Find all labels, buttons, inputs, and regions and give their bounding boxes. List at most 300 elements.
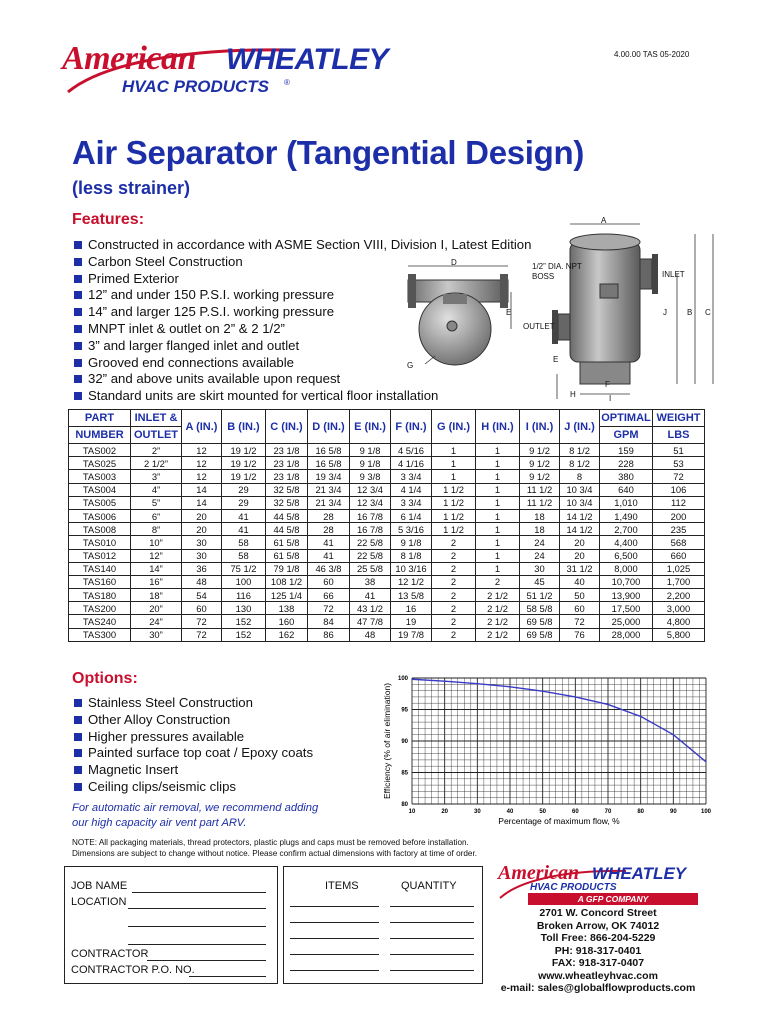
table-header: WEIGHT	[653, 410, 705, 427]
table-cell: 660	[653, 549, 705, 562]
table-cell: 47 7/8	[350, 615, 391, 628]
table-header: OPTIMAL	[600, 410, 653, 427]
efficiency-data-point	[444, 681, 445, 682]
table-row	[69, 628, 705, 641]
table-cell: 12 1/2	[391, 575, 432, 588]
table-cell: TAS200	[69, 602, 131, 615]
table-cell: 23 1/8	[266, 470, 308, 483]
logo-hvac-text: HVAC PRODUCTS	[122, 77, 270, 96]
table-cell: 18	[520, 509, 560, 522]
table-cell: 50	[560, 589, 600, 602]
table-cell: 32 5/8	[266, 496, 308, 509]
quantity-field[interactable]	[390, 970, 474, 971]
table-cell: 76	[560, 628, 600, 641]
table-cell: 2	[432, 575, 476, 588]
table-cell: TAS160	[69, 575, 131, 588]
table-cell: 84	[308, 615, 350, 628]
table-header: GPM	[600, 427, 653, 444]
footer-logo-wheatley: WHEATLEY	[592, 864, 687, 883]
list-item: MNPT inlet & outlet on 2” & 2 1/2”	[72, 321, 531, 338]
table-cell: 9 1/2	[520, 457, 560, 470]
table-cell: 14	[182, 483, 222, 496]
table-cell: 16”	[131, 575, 182, 588]
y-tick-label: 95	[401, 707, 408, 714]
table-cell: 51 1/2	[520, 589, 560, 602]
dim-label-j: J	[663, 308, 667, 317]
table-header: NUMBER	[69, 427, 131, 444]
table-cell: 2 1/2	[476, 615, 520, 628]
table-header: OUTLET	[131, 427, 182, 444]
table-cell: 30	[182, 536, 222, 549]
location-field-3[interactable]	[128, 944, 266, 945]
item-field[interactable]	[290, 922, 379, 923]
table-cell: 2 1/2	[476, 628, 520, 641]
y-tick-label: 80	[401, 802, 408, 808]
table-cell: 20	[182, 509, 222, 522]
table-cell: 1,490	[600, 509, 653, 522]
table-cell: 20	[560, 536, 600, 549]
item-field[interactable]	[290, 970, 379, 971]
table-cell: 1,010	[600, 496, 653, 509]
phone: PH: 918-317-0401	[554, 944, 642, 957]
quantity-field[interactable]	[390, 938, 474, 939]
table-cell: 19 1/2	[222, 444, 266, 457]
table-cell: 1	[432, 444, 476, 457]
table-cell: 20	[560, 549, 600, 562]
table-cell: TAS002	[69, 444, 131, 457]
job-name-field[interactable]	[132, 892, 266, 893]
table-cell: 20	[182, 523, 222, 536]
location-field-2[interactable]	[128, 926, 266, 927]
options-list	[72, 695, 313, 796]
table-cell: 1 1/2	[432, 509, 476, 522]
table-cell: 28	[308, 523, 350, 536]
table-cell: TAS004	[69, 483, 131, 496]
table-cell: 100	[222, 575, 266, 588]
job-name-label: JOB NAME	[71, 880, 128, 892]
dim-label-g: G	[407, 361, 414, 370]
table-cell: 12	[182, 470, 222, 483]
table-cell: 19 3/4	[308, 470, 350, 483]
table-cell: 3 3/4	[391, 496, 432, 509]
efficiency-data-point	[673, 734, 674, 735]
table-header: INLET &	[131, 410, 182, 427]
table-cell: 41	[308, 549, 350, 562]
table-cell: 4,400	[600, 536, 653, 549]
job-info-box	[64, 866, 278, 984]
table-cell: 162	[266, 628, 308, 641]
quantity-field[interactable]	[390, 906, 474, 907]
table-cell: 1	[476, 562, 520, 575]
table-cell: 17,500	[600, 602, 653, 615]
table-cell: 2	[432, 549, 476, 562]
table-cell: 138	[266, 602, 308, 615]
table-cell: 79 1/8	[266, 562, 308, 575]
table-cell: 3,000	[653, 602, 705, 615]
table-cell: 51	[653, 444, 705, 457]
recommend-note-1: For automatic air removal, we recommend adding	[72, 802, 319, 814]
table-cell: 2,200	[653, 589, 705, 602]
table-cell: 10,700	[600, 575, 653, 588]
table-cell: 200	[653, 509, 705, 522]
table-cell: 61 5/8	[266, 549, 308, 562]
table-cell: 29	[222, 483, 266, 496]
efficiency-data-point	[477, 683, 478, 684]
table-cell: 2	[432, 562, 476, 575]
table-row	[69, 470, 705, 483]
table-cell: 11 1/2	[520, 483, 560, 496]
table-header: J (IN.)	[560, 410, 600, 444]
outlet-label: OUTLET	[523, 322, 555, 331]
table-row	[69, 615, 705, 628]
table-header: F (IN.)	[391, 410, 432, 444]
table-cell: 6 1/4	[391, 509, 432, 522]
table-cell: 1	[476, 496, 520, 509]
table-cell: 2	[476, 575, 520, 588]
table-cell: 1,700	[653, 575, 705, 588]
table-cell: 160	[266, 615, 308, 628]
list-item: 12” and under 150 P.S.I. working pressure	[72, 287, 531, 304]
logo-wheatley-text: WHEATLEY	[226, 43, 389, 76]
dim-label-a: A	[601, 216, 607, 225]
table-cell: 1	[476, 523, 520, 536]
table-cell: 29	[222, 496, 266, 509]
table-cell: TAS005	[69, 496, 131, 509]
table-cell: 1	[432, 470, 476, 483]
table-cell: 16 7/8	[350, 523, 391, 536]
table-cell: TAS180	[69, 589, 131, 602]
table-cell: 23 1/8	[266, 444, 308, 457]
table-row	[69, 509, 705, 522]
separator-diagram	[395, 214, 725, 406]
table-cell: 8”	[131, 523, 182, 536]
table-row	[69, 523, 705, 536]
table-cell: 54	[182, 589, 222, 602]
efficiency-data-point	[542, 691, 543, 692]
table-row	[69, 549, 705, 562]
table-cell: 60	[560, 602, 600, 615]
x-tick-label: 90	[669, 809, 677, 815]
dim-label-i: I	[609, 394, 612, 403]
table-cell: 4,800	[653, 615, 705, 628]
x-tick-label: 100	[700, 809, 712, 815]
table-cell: 38	[350, 575, 391, 588]
table-cell: 5 3/16	[391, 523, 432, 536]
table-cell: 40	[560, 575, 600, 588]
features-heading: Features:	[72, 211, 145, 228]
table-cell: 12 3/4	[350, 496, 391, 509]
table-cell: 14 1/2	[560, 523, 600, 536]
gfp-text: A GFP COMPANY	[577, 894, 649, 904]
table-cell: 25 5/8	[350, 562, 391, 575]
table-cell: 58	[222, 536, 266, 549]
quantity-label: QUANTITY	[401, 880, 457, 892]
horizontal-view-icon	[408, 266, 511, 365]
table-cell: 1,025	[653, 562, 705, 575]
table-cell: 640	[600, 483, 653, 496]
page-subtitle: (less strainer)	[72, 178, 191, 198]
table-cell: 2	[432, 628, 476, 641]
table-cell: TAS003	[69, 470, 131, 483]
table-cell: 60	[308, 575, 350, 588]
table-cell: 11 1/2	[520, 496, 560, 509]
table-cell: 86	[308, 628, 350, 641]
items-box	[283, 866, 483, 984]
y-tick-label: 90	[401, 739, 408, 745]
table-cell: 1	[476, 444, 520, 457]
table-cell: 61 5/8	[266, 536, 308, 549]
table-cell: 1	[476, 509, 520, 522]
table-cell: 13 5/8	[391, 589, 432, 602]
table-cell: 1 1/2	[432, 523, 476, 536]
table-cell: 159	[600, 444, 653, 457]
table-cell: 152	[222, 628, 266, 641]
table-cell: 12	[182, 457, 222, 470]
registered-mark-icon: ®	[284, 78, 290, 87]
table-cell: 16 5/8	[308, 444, 350, 457]
recommend-note-2: our high capacity air vent part ARV.	[72, 817, 247, 829]
table-cell: 2	[432, 589, 476, 602]
quantity-field[interactable]	[390, 922, 474, 923]
table-header: I (IN.)	[520, 410, 560, 444]
table-cell: 21 3/4	[308, 483, 350, 496]
dim-label-e: E	[506, 308, 512, 317]
table-cell: 2	[432, 615, 476, 628]
table-row	[69, 457, 705, 470]
table-cell: 5”	[131, 496, 182, 509]
table-cell: 2 1/2”	[131, 457, 182, 470]
brand-logo	[62, 34, 442, 100]
table-cell: 24	[520, 536, 560, 549]
table-cell: 72	[308, 602, 350, 615]
efficiency-data-point	[607, 704, 608, 705]
efficiency-data-point	[509, 686, 510, 687]
table-cell: 48	[182, 575, 222, 588]
table-cell: 2 1/2	[476, 602, 520, 615]
table-cell: 1	[476, 549, 520, 562]
table-cell: 46 3/8	[308, 562, 350, 575]
contractor-po-field[interactable]	[189, 976, 266, 977]
note-line-2: Dimensions are subject to change without notice. Please confirm actual dimensions with factory at time of order.	[72, 849, 478, 858]
table-cell: 106	[653, 483, 705, 496]
note-line-1: NOTE: All packaging materials, thread protectors, plastic plugs and caps must be removed before installation.	[72, 838, 469, 847]
table-row	[69, 575, 705, 588]
table-cell: 9 1/8	[350, 457, 391, 470]
table-cell: 130	[222, 602, 266, 615]
table-cell: 10 3/16	[391, 562, 432, 575]
x-tick-label: 30	[473, 809, 481, 815]
table-cell: 18”	[131, 589, 182, 602]
table-cell: 41	[350, 589, 391, 602]
table-cell: 4 1/4	[391, 483, 432, 496]
table-cell: 10”	[131, 536, 182, 549]
x-tick-label: 20	[441, 809, 449, 815]
table-cell: 3 3/4	[391, 470, 432, 483]
table-cell: 112	[653, 496, 705, 509]
table-cell: 10 3/4	[560, 483, 600, 496]
table-header: C (IN.)	[266, 410, 308, 444]
table-cell: 8	[560, 470, 600, 483]
table-cell: 2”	[131, 444, 182, 457]
website-link[interactable]: www.wheatleyhvac.com	[538, 969, 658, 982]
table-cell: 1	[476, 536, 520, 549]
table-cell: 228	[600, 457, 653, 470]
quantity-field[interactable]	[390, 954, 474, 955]
table-cell: 116	[222, 589, 266, 602]
table-cell: 5,800	[653, 628, 705, 641]
table-cell: 152	[222, 615, 266, 628]
efficiency-series-line	[412, 679, 706, 762]
table-cell: 1	[476, 457, 520, 470]
table-row	[69, 589, 705, 602]
table-cell: 25,000	[600, 615, 653, 628]
item-field[interactable]	[290, 938, 379, 939]
table-header: H (IN.)	[476, 410, 520, 444]
table-cell: 66	[308, 589, 350, 602]
table-cell: 1 1/2	[432, 483, 476, 496]
table-cell: 23 1/8	[266, 457, 308, 470]
table-cell: 1	[432, 457, 476, 470]
footer-logo-american: American	[498, 862, 580, 884]
table-cell: 9 1/2	[520, 470, 560, 483]
dim-label-f: F	[605, 380, 610, 389]
table-cell: 3”	[131, 470, 182, 483]
contact-block	[490, 907, 706, 995]
table-cell: 14”	[131, 562, 182, 575]
y-tick-label: 85	[401, 770, 408, 777]
table-header: D (IN.)	[308, 410, 350, 444]
address-line-1: 2701 W. Concord Street	[539, 907, 657, 919]
dim-label-b: B	[687, 308, 693, 317]
items-label: ITEMS	[325, 880, 359, 892]
table-cell: TAS010	[69, 536, 131, 549]
table-cell: 2 1/2	[476, 589, 520, 602]
table-cell: 16	[391, 602, 432, 615]
table-row	[69, 602, 705, 615]
table-cell: 41	[222, 523, 266, 536]
table-cell: 6,500	[600, 549, 653, 562]
contractor-field[interactable]	[147, 960, 266, 961]
table-cell: 9 1/8	[391, 536, 432, 549]
table-cell: 43 1/2	[350, 602, 391, 615]
efficiency-data-point	[705, 761, 706, 762]
page-title: Air Separator (Tangential Design)	[72, 134, 585, 171]
table-cell: 69 5/8	[520, 615, 560, 628]
item-field[interactable]	[290, 906, 379, 907]
table-cell: 75 1/2	[222, 562, 266, 575]
list-item: Carbon Steel Construction	[72, 254, 531, 271]
table-cell: 19 1/2	[222, 470, 266, 483]
table-cell: 8 1/2	[560, 457, 600, 470]
table-cell: TAS140	[69, 562, 131, 575]
x-tick-label: 40	[506, 809, 514, 815]
table-cell: 19 1/2	[222, 457, 266, 470]
boss-label: 1/2” DIA. NPT BOSS	[532, 262, 582, 281]
item-field[interactable]	[290, 954, 379, 955]
table-header: E (IN.)	[350, 410, 391, 444]
table-cell: 4”	[131, 483, 182, 496]
x-tick-label: 80	[637, 809, 645, 815]
list-item: 14” and larger 125 P.S.I. working pressure	[72, 304, 531, 321]
table-cell: 58	[222, 549, 266, 562]
table-row	[69, 496, 705, 509]
table-cell: 72	[182, 628, 222, 641]
table-cell: 9 1/8	[350, 444, 391, 457]
y-axis-label: Efficiency (% of air elimination)	[382, 682, 392, 800]
table-cell: TAS006	[69, 509, 131, 522]
table-cell: 12	[182, 444, 222, 457]
efficiency-data-point	[640, 716, 641, 717]
table-cell: 2	[432, 602, 476, 615]
table-cell: 1 1/2	[432, 496, 476, 509]
table-cell: 28	[308, 509, 350, 522]
email-link[interactable]: e-mail: sales@globalflowproducts.com	[500, 982, 696, 994]
table-row	[69, 562, 705, 575]
table-cell: 72	[560, 615, 600, 628]
toll-free: Toll Free: 866-204-5229	[540, 932, 656, 944]
table-cell: 28,000	[600, 628, 653, 641]
table-cell: 16 7/8	[350, 509, 391, 522]
table-cell: 30”	[131, 628, 182, 641]
list-item: Ceiling clips/seismic clips	[72, 779, 313, 796]
location-field[interactable]	[128, 908, 266, 909]
table-header: PART	[69, 410, 131, 427]
table-cell: 24”	[131, 615, 182, 628]
table-cell: 31 1/2	[560, 562, 600, 575]
efficiency-chart	[366, 670, 718, 836]
x-axis-label: Percentage of maximum flow, %	[498, 816, 620, 826]
table-cell: 72	[182, 615, 222, 628]
list-item: Constructed in accordance with ASME Section VIII, Division I, Latest Edition	[72, 237, 531, 254]
table-cell: 32 5/8	[266, 483, 308, 496]
table-cell: 22 5/8	[350, 536, 391, 549]
table-header: LBS	[653, 427, 705, 444]
table-cell: 9 1/2	[520, 444, 560, 457]
table-cell: 10 3/4	[560, 496, 600, 509]
table-cell: 108 1/2	[266, 575, 308, 588]
table-cell: 18	[520, 523, 560, 536]
table-cell: TAS240	[69, 615, 131, 628]
x-tick-label: 50	[539, 809, 547, 815]
table-cell: 14 1/2	[560, 509, 600, 522]
table-header: A (IN.)	[182, 410, 222, 444]
list-item: Grooved end connections available	[72, 355, 531, 372]
table-header: B (IN.)	[222, 410, 266, 444]
table-cell: 72	[653, 470, 705, 483]
list-item: Stainless Steel Construction	[72, 695, 313, 712]
table-cell: 16 5/8	[308, 457, 350, 470]
table-cell: 8,000	[600, 562, 653, 575]
table-cell: 21 3/4	[308, 496, 350, 509]
spec-table-body	[69, 444, 705, 642]
table-cell: 568	[653, 536, 705, 549]
location-label: LOCATION	[71, 896, 127, 908]
list-item: Other Alloy Construction	[72, 712, 313, 729]
table-cell: 45	[520, 575, 560, 588]
table-cell: 19	[391, 615, 432, 628]
contractor-label: CONTRACTOR	[71, 948, 149, 960]
table-cell: 1	[476, 483, 520, 496]
table-cell: 2	[432, 536, 476, 549]
table-cell: 125 1/4	[266, 589, 308, 602]
table-cell: 69 5/8	[520, 628, 560, 641]
table-cell: 53	[653, 457, 705, 470]
table-cell: 1	[476, 470, 520, 483]
table-row	[69, 536, 705, 549]
list-item: Higher pressures available	[72, 729, 313, 746]
table-cell: 36	[182, 562, 222, 575]
table-cell: 44 5/8	[266, 509, 308, 522]
